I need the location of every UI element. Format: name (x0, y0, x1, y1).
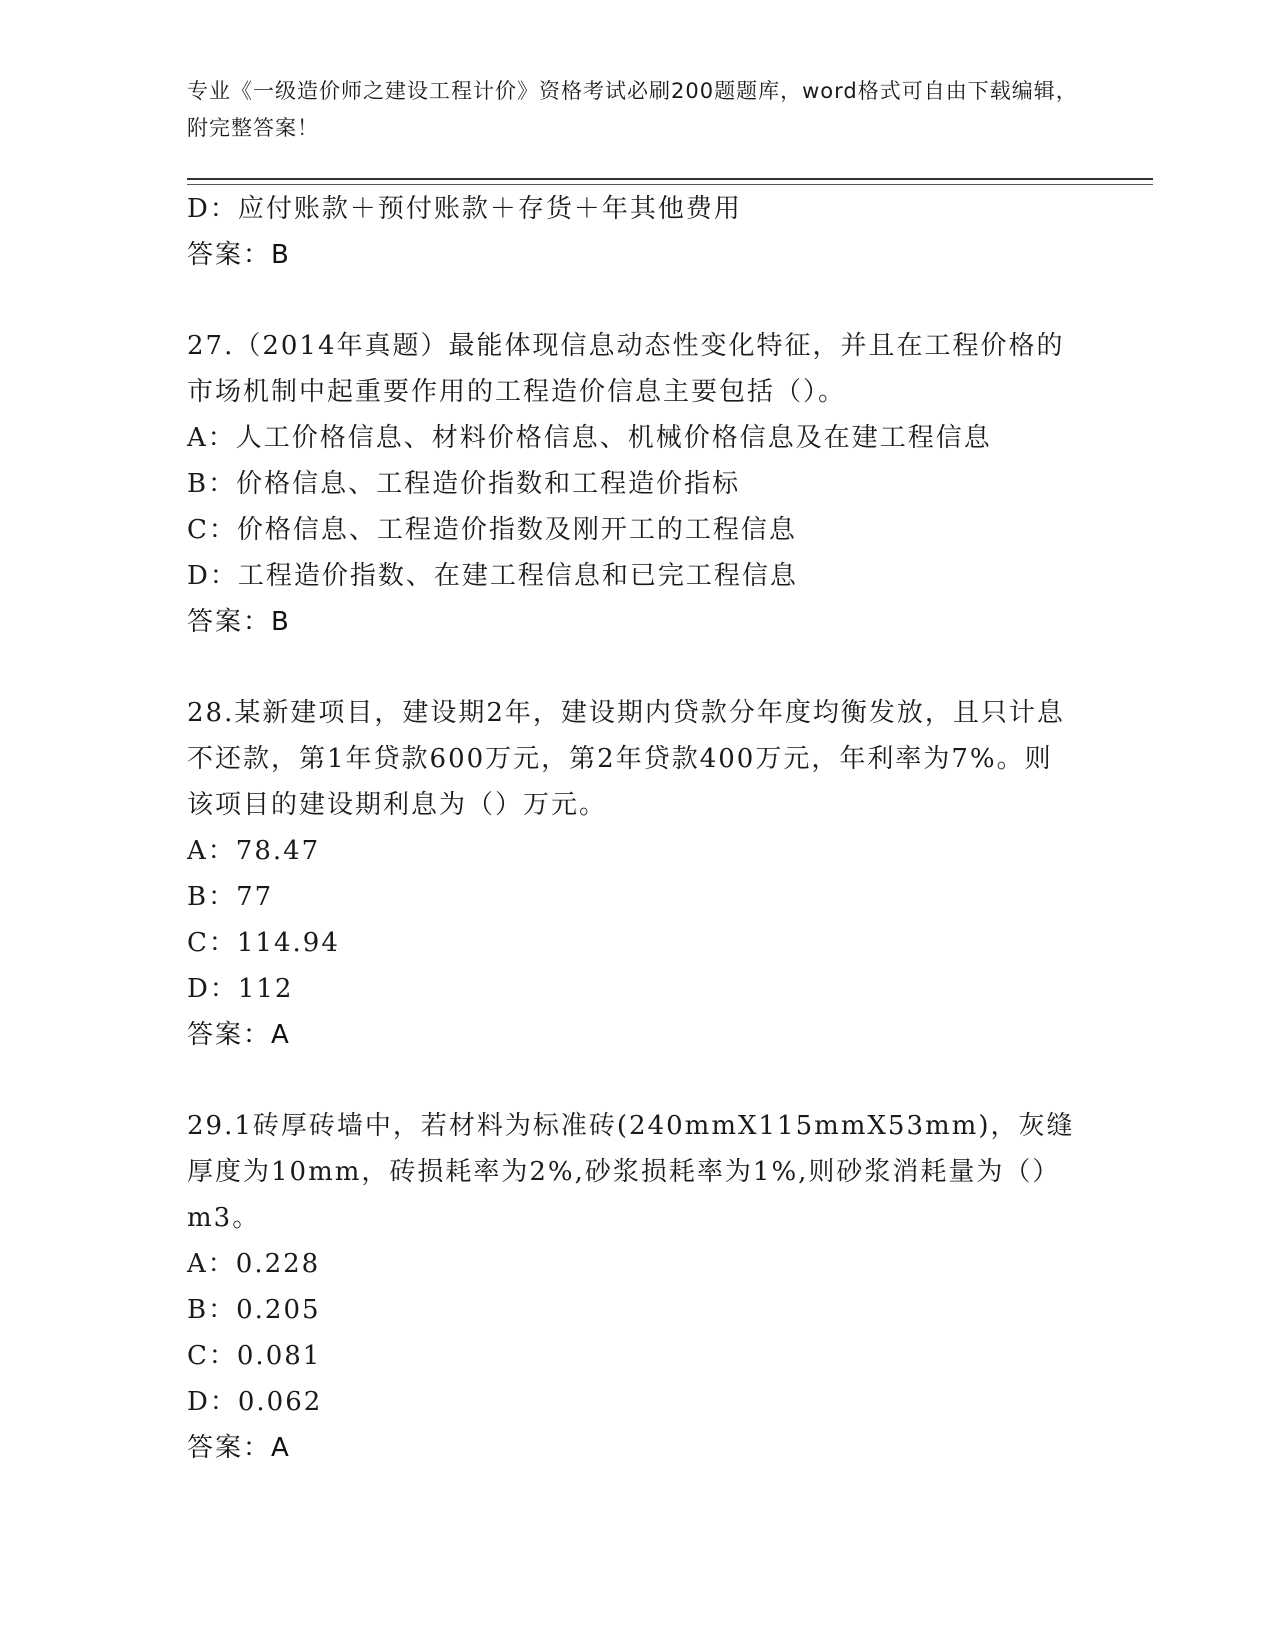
option-d: D：0.062 (187, 1387, 323, 1417)
question-stem: 28.某新建项目，建设期2年，建设期内贷款分年度均衡发放，且只计息不还款，第1年贷款600万元，第2年贷款400万元，年利率为7%。则该项目的建设期利息为（）万元。 (187, 698, 1065, 820)
option-b: B：价格信息、工程造价指数和工程造价指标 (187, 469, 741, 499)
option-a: A：人工价格信息、材料价格信息、机械价格信息及在建工程信息 (187, 423, 992, 453)
answer-line: 答案：A (187, 1020, 291, 1050)
option-c: C：0.081 (187, 1341, 322, 1371)
option-c: C：114.94 (187, 928, 340, 958)
question-29 (187, 1103, 1087, 1471)
option-c: C：价格信息、工程造价指数及刚开工的工程信息 (187, 515, 797, 545)
question-stem: 27.（2014年真题）最能体现信息动态性变化特征，并且在工程价格的市场机制中起重要作用的工程造价信息主要包括（）。 (187, 331, 1065, 407)
option-a: A：0.228 (187, 1249, 321, 1279)
previous-question-tail (187, 186, 1087, 278)
question-stem: 29.1砖厚砖墙中，若材料为标准砖(240mmX115mmX53mm)，灰缝厚度为10mm，砖损耗率为2%,砂浆损耗率为1%,则砂浆消耗量为（）m3。 (187, 1111, 1075, 1233)
option-d: D：工程造价指数、在建工程信息和已完工程信息 (187, 561, 798, 591)
header-divider-thick (187, 178, 1153, 180)
question-27 (187, 323, 1087, 645)
answer-line: 答案：A (187, 1433, 291, 1463)
option-b: B：0.205 (187, 1295, 321, 1325)
answer-line: 答案：B (187, 240, 291, 270)
option-d: D：112 (187, 974, 294, 1004)
header-divider-thin (187, 184, 1153, 185)
option-a: A：78.47 (187, 836, 321, 866)
page-header: 专业《一级造价师之建设工程计价》资格考试必刷200题题库，word格式可自由下载编辑，附完整答案！ (187, 79, 1078, 140)
question-28 (187, 690, 1087, 1058)
spacer (187, 645, 1087, 690)
document-body (187, 186, 1087, 1471)
spacer (187, 278, 1087, 323)
option-d: D：应付账款＋预付账款＋存货＋年其他费用 (187, 194, 742, 224)
spacer (187, 1058, 1087, 1103)
option-b: B：77 (187, 882, 274, 912)
answer-line: 答案：B (187, 607, 291, 637)
